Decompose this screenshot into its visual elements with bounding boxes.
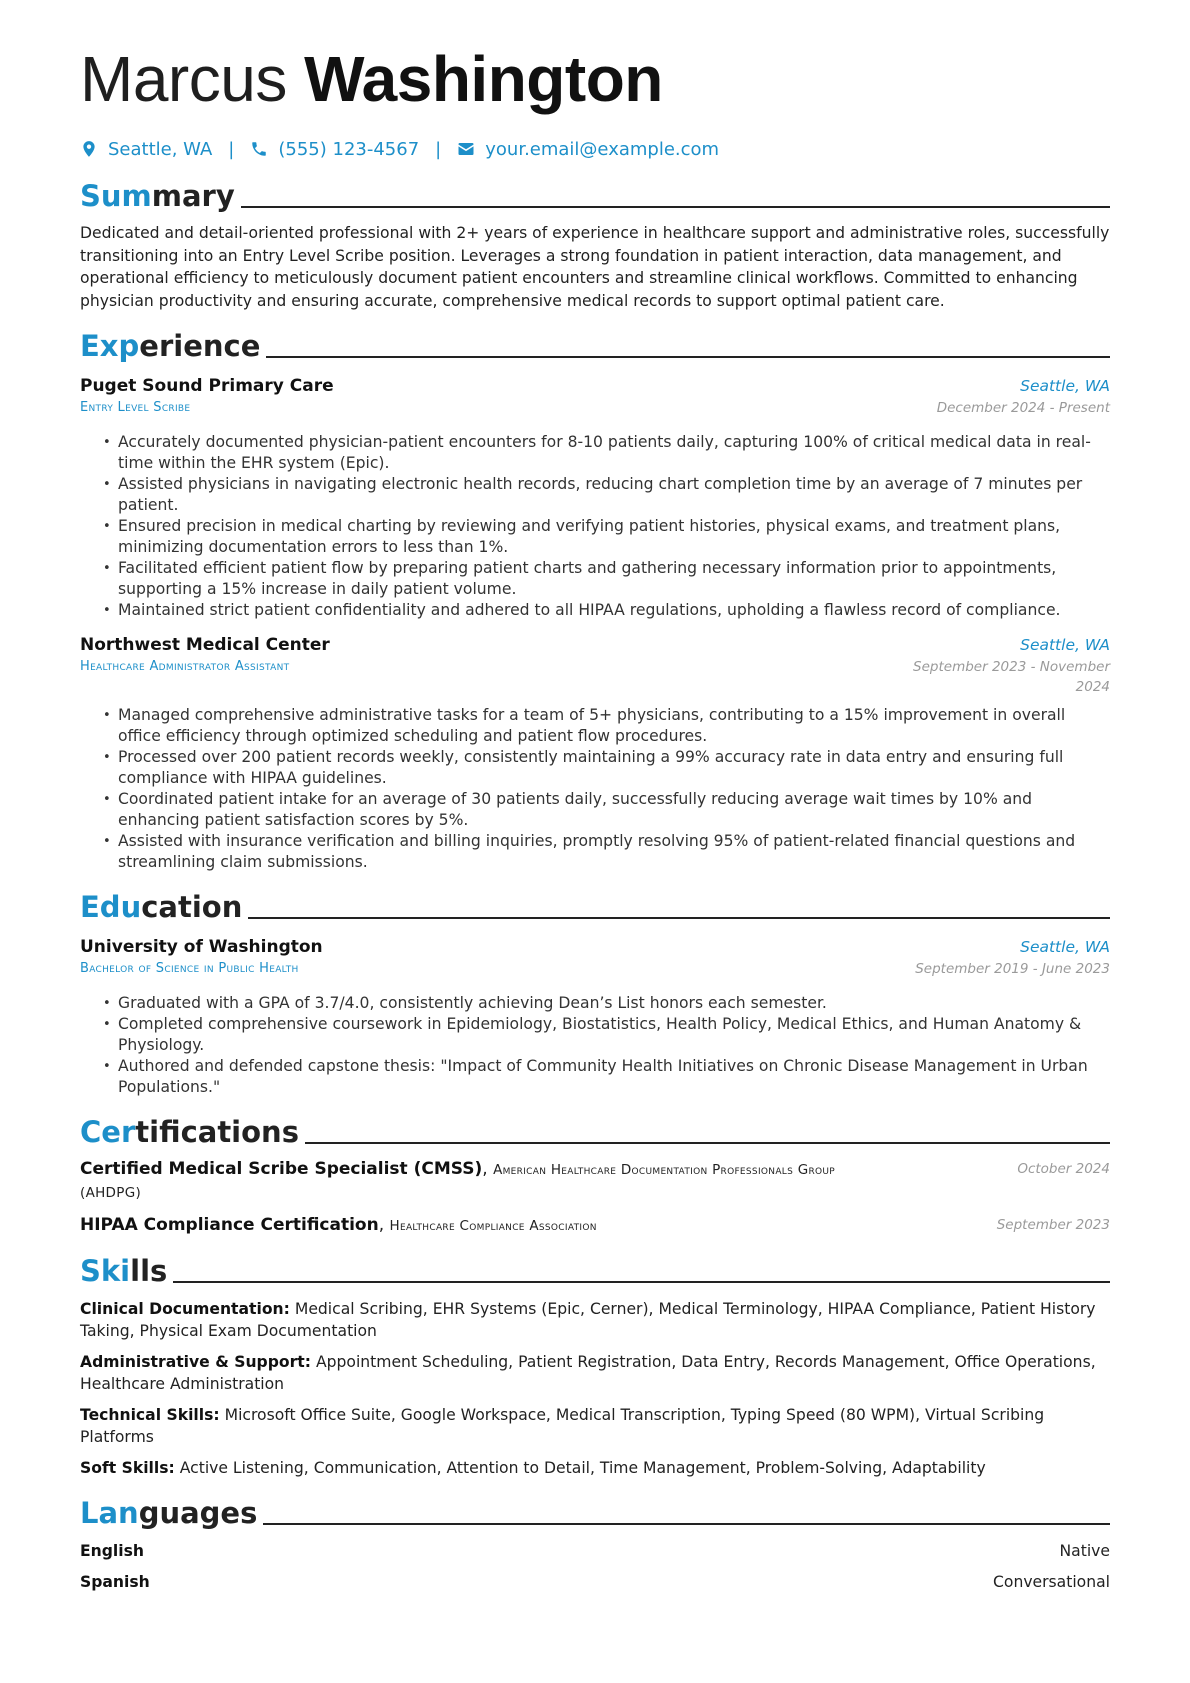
email-link: your.email@example.com (485, 138, 720, 160)
map-pin-icon (80, 140, 98, 158)
list-item: • Assisted with insurance verification and billing inquiries, promptly resolving 95% of patient-related financial questions and streamlining claim submissions. (118, 831, 1110, 873)
skill-label: Clinical Documentation: (80, 1300, 290, 1318)
section-title-skills: Skills (80, 1254, 168, 1288)
certification-org: American Healthcare Documentation Professionals Group (AHDPG) (80, 1162, 836, 1201)
list-item: • Accurately documented physician-patient encounters for 8-10 patients daily, capturing 100% of critical medical data in real-time within the EHR system (Epic). (118, 432, 1110, 474)
skill-label: Administrative & Support: (80, 1353, 311, 1371)
section-title-certifications: Certifications (80, 1115, 299, 1149)
certification-entry: Certified Medical Scribe Specialist (CMSS), American Healthcare Documentation Professionals Group (AHDPG) October 2024 (80, 1159, 1110, 1201)
contact-separator: | (435, 138, 442, 160)
job-dates: December 2024 - Present (936, 400, 1110, 416)
certification-entry: HIPAA Compliance Certification, Healthcare Compliance Association September 2023 (80, 1215, 1110, 1235)
skill-label: Soft Skills: (80, 1459, 175, 1477)
phone-icon (250, 140, 268, 158)
list-item: • Assisted physicians in navigating electronic health records, reducing chart completion time by an average of 7 minutes per patient. (118, 474, 1110, 516)
section-divider (263, 1523, 1110, 1525)
section-title-languages: Languages (80, 1496, 258, 1530)
job-bullets (80, 432, 1110, 621)
language-name: Spanish (80, 1573, 150, 1591)
list-item: • Coordinated patient intake for an average of 30 patients daily, successfully reducing average wait times by 10% and enhancing patient satisfaction scores by 5%. (118, 789, 1110, 831)
skill-row (80, 1404, 1110, 1448)
education-dates: September 2019 - June 2023 (915, 961, 1110, 977)
job-title: Entry Level Scribe (80, 400, 191, 415)
first-name: Marcus (80, 43, 287, 115)
contact-separator: | (228, 138, 235, 160)
skill-row (80, 1298, 1110, 1342)
last-name: Washington (304, 43, 663, 115)
job-location: Seattle, WA (1020, 377, 1110, 395)
education-entry (80, 935, 1110, 1098)
education-bullets (80, 993, 1110, 1098)
certification-name: HIPAA Compliance Certification (80, 1215, 379, 1235)
contact-bar (80, 136, 1110, 162)
certification-date: September 2023 (996, 1217, 1110, 1233)
certification-name: Certified Medical Scribe Specialist (CMSS) (80, 1159, 483, 1179)
job-title: Healthcare Administrator Assistant (80, 659, 290, 674)
contact-location (80, 139, 212, 160)
language-name: English (80, 1542, 144, 1560)
certification-org: Healthcare Compliance Association (389, 1218, 597, 1234)
company-name: Puget Sound Primary Care (80, 376, 334, 396)
job-location: Seattle, WA (1020, 636, 1110, 654)
degree-title: Bachelor of Science in Public Health (80, 961, 299, 976)
language-level: Native (1059, 1542, 1110, 1560)
skill-value: Medical Scribing, EHR Systems (Epic, Cerner), Medical Terminology, HIPAA Compliance, Patient History Taking, Physical Exam Documentation (80, 1300, 1096, 1340)
location-text: Seattle, WA (108, 138, 213, 160)
skill-value: Active Listening, Communication, Attention to Detail, Time Management, Problem-Solving, Adaptability (179, 1459, 986, 1477)
job-bullets (80, 705, 1110, 873)
section-header-languages (80, 1491, 1110, 1531)
list-item: • Authored and defended capstone thesis: "Impact of Community Health Initiatives on Chronic Disease Management in Urban Populations." (118, 1056, 1110, 1098)
skill-value: Microsoft Office Suite, Google Workspace, Medical Transcription, Typing Speed (80 WPM), Virtual Scribing Platforms (80, 1406, 1045, 1446)
skill-label: Technical Skills: (80, 1406, 220, 1424)
section-divider (266, 356, 1110, 358)
section-header-summary (80, 174, 1110, 214)
list-item: • Graduated with a GPA of 3.7/4.0, consistently achieving Dean’s List honors each semester. (118, 993, 1110, 1014)
section-title-education: Education (80, 890, 243, 924)
list-item: • Maintained strict patient confidentiality and adhered to all HIPAA regulations, upholding a flawless record of compliance. (118, 600, 1110, 621)
candidate-name (80, 36, 1110, 122)
experience-entry (80, 633, 1110, 873)
language-row (80, 1571, 1110, 1593)
section-divider (248, 917, 1110, 919)
skill-row (80, 1351, 1110, 1395)
section-header-certifications (80, 1110, 1110, 1150)
skill-value: Appointment Scheduling, Patient Registration, Data Entry, Records Management, Office Operations, Healthcare Administration (80, 1353, 1096, 1393)
certification-date: October 2024 (1017, 1161, 1110, 1177)
section-divider (241, 206, 1110, 208)
summary-text: Dedicated and detail-oriented professional with 2+ years of experience in healthcare support and administrative roles, successfully transitioning into an Entry Level Scribe position. Leverages a strong foundation in patient interaction, data management, and operational efficiency to meticulously document patient encounters and streamline clinical workflows. Committed to enhancing physician productivity and ensuring accurate, comprehensive medical records to support optimal patient care. (80, 224, 1110, 310)
list-item: • Processed over 200 patient records weekly, consistently maintaining a 99% accuracy rate in data entry and ensuring full compliance with HIPAA guidelines. (118, 747, 1110, 789)
list-item: • Managed comprehensive administrative tasks for a team of 5+ physicians, contributing to a 15% improvement in overall office efficiency through optimized scheduling and patient flow procedures. (118, 705, 1110, 747)
language-level: Conversational (993, 1573, 1110, 1591)
phone-text: (555) 123-4567 (278, 138, 420, 160)
language-row (80, 1540, 1110, 1562)
experience-entry (80, 374, 1110, 621)
section-header-skills (80, 1249, 1110, 1289)
skill-row (80, 1457, 1110, 1479)
section-divider (173, 1281, 1110, 1283)
company-name: Northwest Medical Center (80, 635, 330, 655)
envelope-icon (457, 140, 475, 158)
school-location: Seattle, WA (1020, 938, 1110, 956)
list-item: • Ensured precision in medical charting by reviewing and verifying patient histories, physical exams, and treatment plans, minimizing documentation errors to less than 1%. (118, 516, 1110, 558)
list-item: • Facilitated efficient patient flow by preparing patient charts and gathering necessary information prior to appointments, supporting a 15% increase in daily patient volume. (118, 558, 1110, 600)
section-divider (305, 1142, 1110, 1144)
job-dates: September 2023 - November 2024 (913, 659, 1110, 695)
contact-email[interactable] (457, 139, 719, 160)
list-item: • Completed comprehensive coursework in Epidemiology, Biostatistics, Health Policy, Medical Ethics, and Human Anatomy & Physiology. (118, 1014, 1110, 1056)
section-header-education (80, 885, 1110, 925)
section-header-experience (80, 324, 1110, 364)
contact-phone[interactable] (250, 139, 419, 160)
section-title-experience: Experience (80, 329, 261, 363)
section-title-summary: Summary (80, 179, 235, 213)
school-name: University of Washington (80, 937, 323, 957)
